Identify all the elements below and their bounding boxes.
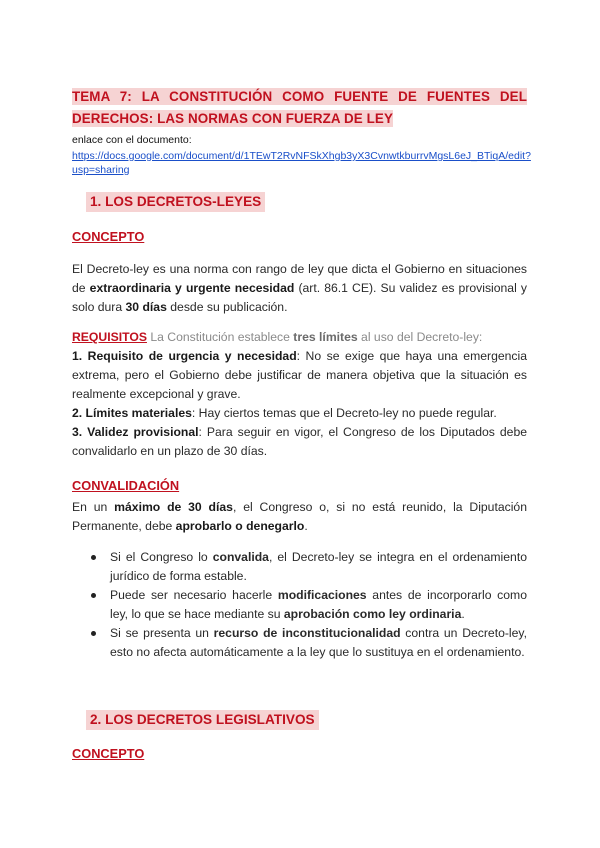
bold-run: máximo de 30 días bbox=[114, 500, 233, 514]
text-run: Si el Congreso lo bbox=[110, 550, 213, 564]
text-run: El Decreto-ley es una norma con rango de ley que dicta el Gobierno en situaciones de bbox=[72, 262, 527, 295]
text-run: contra un Decreto-ley, esto no afecta automáticamente a la ley que lo sustituya en el ordenamiento. bbox=[110, 626, 527, 659]
list-item bbox=[72, 548, 527, 586]
link-label: enlace con el documento: bbox=[72, 134, 192, 146]
text-run: (art. 86.1 CE). Su validez es provisional y solo dura bbox=[72, 281, 527, 314]
bold-run: modificaciones bbox=[277, 588, 367, 602]
text-run: , el Congreso o, si no está reunido, la Diputación Permanente, debe bbox=[72, 500, 527, 533]
document-title bbox=[72, 86, 527, 129]
bold-run: extraordinaria y urgente necesidad bbox=[89, 281, 295, 295]
section-1-heading: 1. LOS DECRETOS-LEYES bbox=[86, 192, 265, 212]
text-run: Si se presenta un bbox=[110, 626, 214, 640]
title-text: TEMA 7: LA CONSTITUCIÓN COMO FUENTE DE FUENTES DEL DERECHOS: LAS NORMAS CON FUERZA DE LEY bbox=[72, 89, 527, 126]
requisito-1-title: 1. Requisito de urgencia y necesidad bbox=[72, 349, 297, 363]
text-run: antes de incorporarlo como ley, lo que se hace mediante su bbox=[110, 588, 527, 621]
requisitos-block bbox=[72, 328, 527, 461]
bold-run: tres límites bbox=[293, 330, 358, 344]
concepto-heading-2: CONCEPTO bbox=[72, 746, 145, 761]
bold-run: aprobación como ley ordinaria bbox=[283, 607, 462, 621]
text-run: . bbox=[304, 519, 308, 533]
list-item bbox=[72, 586, 527, 624]
document-link[interactable]: https://docs.google.com/document/d/1TEwT2RvNFSkXhgb3yX3CvnwtkburrvMgsL6eJ_BTiqA/edit?usp=sharing bbox=[72, 150, 531, 176]
concepto-heading: CONCEPTO bbox=[72, 229, 145, 244]
convalidacion-paragraph bbox=[72, 498, 527, 536]
text-run: . bbox=[461, 607, 465, 621]
bold-run: recurso de inconstitucionalidad bbox=[213, 626, 401, 640]
convalidacion-heading: CONVALIDACIÓN bbox=[72, 478, 180, 493]
requisito-2-title: 2. Límites materiales bbox=[72, 406, 192, 420]
requisitos-heading: REQUISITOS bbox=[72, 330, 147, 344]
list-item bbox=[72, 624, 527, 662]
text-run: desde su publicación. bbox=[166, 300, 288, 314]
bold-run: aprobarlo o denegarlo bbox=[175, 519, 305, 533]
requisito-2-text: : Hay ciertos temas que el Decreto-ley no puede regular. bbox=[191, 406, 497, 420]
bold-run: convalida bbox=[212, 550, 269, 564]
section-2-heading: 2. LOS DECRETOS LEGISLATIVOS bbox=[86, 710, 319, 730]
text-run: al uso del Decreto-ley: bbox=[357, 330, 483, 344]
text-run: Puede ser necesario hacerle bbox=[110, 588, 278, 602]
requisito-1-text: : No se exige que haya una emergencia extrema, pero el Gobierno debe justificar de manera objetiva que la situación es realmente excepcional y grave. bbox=[72, 349, 527, 401]
convalidacion-list bbox=[72, 548, 527, 662]
bold-run: 30 días bbox=[125, 300, 167, 314]
requisitos-intro bbox=[147, 330, 482, 344]
requisito-3-title: 3. Validez provisional bbox=[72, 425, 199, 439]
text-run: En un bbox=[72, 500, 115, 514]
requisito-3-text: : Para seguir en vigor, el Congreso de los Diputados debe convalidarlo en un plazo de 30 días. bbox=[72, 425, 528, 458]
concepto-paragraph bbox=[72, 260, 527, 317]
text-run: La Constitución establece bbox=[146, 330, 294, 344]
text-run: , el Decreto-ley se integra en el ordenamiento jurídico de forma estable. bbox=[110, 550, 527, 583]
